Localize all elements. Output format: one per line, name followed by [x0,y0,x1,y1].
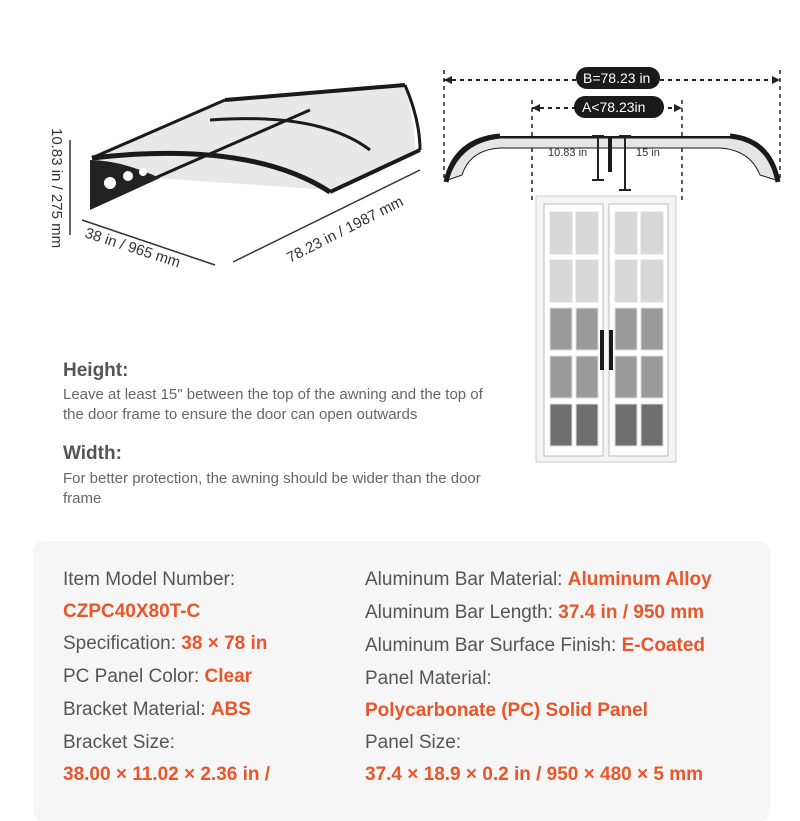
aluminum-bar-finish-row [365,634,705,658]
item-model-label: Item Model Number: [63,569,236,590]
door-glass-pane [550,260,572,302]
aluminum-bar-material-label: Aluminum Bar Material: [365,569,563,590]
height-dimension-label: 10.83 in / 275 mm [48,128,65,249]
height-title: Height: [63,360,129,381]
aluminum-bar-material-value: Aluminum Alloy [567,569,712,590]
door-glass-pane [641,260,663,302]
door-glass-pane [576,308,598,350]
pc-panel-color-value: Clear [204,666,253,687]
door-glass-pane [615,356,637,398]
door-glass-pane [615,404,637,446]
awning-front-view-illustration [444,67,780,200]
door-glass-pane [641,212,663,254]
width-title: Width: [63,443,122,464]
specification-card [33,541,770,821]
width-description: For better protection, the awning should be wider than the door frame [63,470,481,507]
awning-height-label: 10.83 in [548,147,588,159]
door-glass-pane [550,356,572,398]
bracket-size-value: 38.00 × 11.02 × 2.36 in / [63,764,271,785]
depth-dimension-label: 38 in / 965 mm [82,224,183,272]
b-width-label: B=78.23 in [583,70,651,86]
bracket-size-label: Bracket Size: [63,732,175,753]
door-glass-pane [641,308,663,350]
specification-label: Specification: [63,633,177,654]
panel-size-label: Panel Size: [365,732,462,753]
bracket-material-row [63,698,251,722]
aluminum-bar-finish-label: Aluminum Bar Surface Finish: [365,635,617,656]
bracket-material-label: Bracket Material: [63,699,206,720]
specification-value: 38 × 78 in [181,633,268,654]
door-glass-pane [550,308,572,350]
a-width-label: A<78.23in [582,99,646,115]
door-glass-pane [615,260,637,302]
item-model-value: CZPC40X80T-C [63,601,201,622]
door-glass-pane [550,404,572,446]
door-glass-pane [576,212,598,254]
door-glass-pane [576,260,598,302]
aluminum-bar-length-label: Aluminum Bar Length: [365,602,553,623]
pc-panel-color-row [63,665,252,689]
panel-material-value: Polycarbonate (PC) Solid Panel [365,700,648,721]
panel-material-label: Panel Material: [365,668,492,689]
bracket-material-value: ABS [210,699,251,720]
door-glass-pane [641,404,663,446]
door-glass-pane [550,212,572,254]
french-door-illustration [536,196,676,462]
panel-size-value: 37.4 × 18.9 × 0.2 in / 950 × 480 × 5 mm [365,764,704,785]
height-description: Leave at least 15" between the top of the awning and the top of the door frame to ensure the door can open outwards [63,386,483,423]
aluminum-bar-material-row [365,568,712,592]
aluminum-bar-length-row [365,601,704,625]
aluminum-bar-length-value: 37.4 in / 950 mm [558,602,705,623]
aluminum-bar-finish-value: E-Coated [621,635,706,656]
clearance-label: 15 in [636,147,660,159]
door-glass-pane [615,212,637,254]
door-glass-pane [576,404,598,446]
length-dimension-label: 78.23 in / 1987 mm [284,193,407,267]
specification-row [63,632,267,656]
door-glass-pane [641,356,663,398]
door-glass-pane [615,308,637,350]
pc-panel-color-label: PC Panel Color: [63,666,200,687]
door-glass-pane [576,356,598,398]
